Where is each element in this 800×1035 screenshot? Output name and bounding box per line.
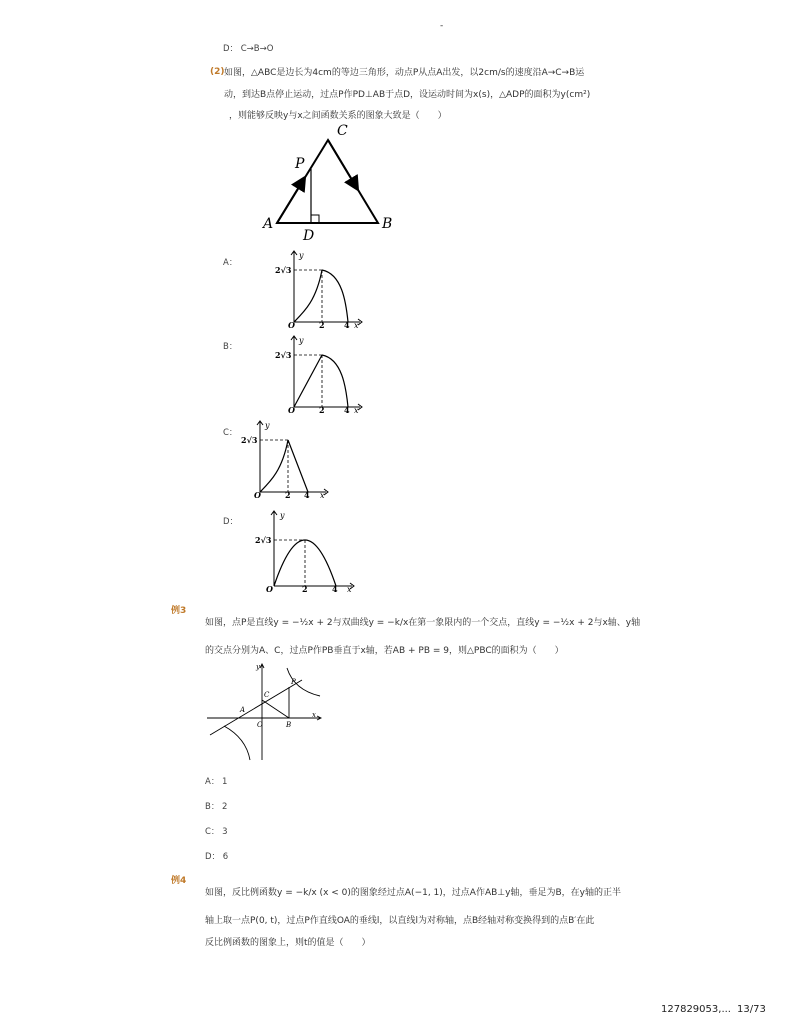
svg-text:4: 4 bbox=[344, 320, 350, 330]
example-4-line2: 轴上取一点P(0, t)，过点P作直线OA的垂线l，以直线l为对称轴，点B经轴对称变换得到的点B′在此 bbox=[205, 916, 595, 926]
document-id: 127829053,... bbox=[661, 1004, 731, 1015]
svg-text:y: y bbox=[299, 336, 304, 345]
svg-text:x: x bbox=[354, 321, 359, 330]
svg-text:x: x bbox=[354, 406, 359, 415]
svg-text:B: B bbox=[286, 721, 292, 729]
top-mark: - bbox=[440, 21, 444, 31]
question-text-line3: ，则能够反映y与x之间函数关系的图象大致是（ ） bbox=[229, 111, 447, 121]
svg-text:4: 4 bbox=[332, 584, 338, 594]
svg-text:4: 4 bbox=[344, 405, 350, 415]
ex3-option-b[interactable]: B： 2 bbox=[205, 802, 228, 812]
example-4-line3: 反比例函数的图象上，则t的值是（ ） bbox=[205, 938, 371, 948]
svg-text:2: 2 bbox=[319, 320, 325, 330]
label-b: B bbox=[382, 216, 393, 232]
svg-text:P: P bbox=[291, 678, 296, 686]
option-b-label[interactable]: B： bbox=[223, 342, 238, 352]
label-d: D bbox=[303, 228, 315, 244]
option-a-label[interactable]: A： bbox=[223, 258, 238, 268]
svg-text:x: x bbox=[347, 585, 352, 594]
example-3-line2: 的交点分别为A、C，过点P作PB垂直于x轴，若AB + PB = 9，则△PBC的面积为（ ） bbox=[205, 646, 564, 656]
svg-text:y: y bbox=[256, 663, 260, 671]
svg-text:4: 4 bbox=[304, 490, 310, 500]
label-a: A bbox=[263, 216, 274, 232]
svg-text:O: O bbox=[288, 320, 295, 330]
question-text-line1: 如图，△ABC是边长为4cm的等边三角形，动点P从点A出发，以2cm/s的速度沿A→C→B运 bbox=[224, 68, 585, 78]
ex3-option-c[interactable]: C： 3 bbox=[205, 827, 228, 837]
label-c: C bbox=[337, 123, 348, 139]
svg-text:x: x bbox=[312, 711, 316, 719]
example-3-tag: 例3 bbox=[171, 606, 187, 616]
svg-text:2√3: 2√3 bbox=[255, 535, 272, 545]
svg-text:2: 2 bbox=[302, 584, 308, 594]
svg-text:O: O bbox=[266, 584, 273, 594]
ex3-option-a[interactable]: A： 1 bbox=[205, 777, 228, 787]
option-c-label[interactable]: C： bbox=[223, 428, 238, 438]
svg-text:2√3: 2√3 bbox=[275, 265, 292, 275]
svg-text:y: y bbox=[299, 251, 304, 260]
svg-text:O: O bbox=[288, 405, 295, 415]
option-d-graph bbox=[252, 506, 362, 594]
option-d-label[interactable]: D： bbox=[223, 517, 239, 527]
label-p: P bbox=[295, 156, 305, 172]
svg-text:2: 2 bbox=[319, 405, 325, 415]
svg-text:O: O bbox=[254, 490, 261, 500]
svg-text:2: 2 bbox=[285, 490, 291, 500]
example-4-line1: 如图，反比例函数y = −k/x (x < 0)的图象经过点A(−1, 1)，过点A作AB⊥y轴，垂足为B，在y轴的正半 bbox=[205, 888, 621, 898]
prev-option-d: D： C→B→O bbox=[223, 44, 274, 54]
svg-text:2√3: 2√3 bbox=[275, 350, 292, 360]
question-number: (2) bbox=[210, 67, 225, 77]
example-3-figure bbox=[202, 660, 327, 765]
svg-text:x: x bbox=[320, 491, 325, 500]
svg-text:C: C bbox=[264, 691, 270, 699]
page-indicator: 13/73 bbox=[737, 1004, 766, 1015]
svg-text:A: A bbox=[240, 706, 246, 714]
ex3-option-d[interactable]: D： 6 bbox=[205, 852, 229, 862]
svg-text:y: y bbox=[265, 421, 270, 430]
triangle-figure bbox=[255, 120, 405, 245]
svg-text:y: y bbox=[280, 511, 285, 520]
option-c-graph bbox=[238, 416, 333, 500]
triangle-abc bbox=[277, 140, 378, 223]
example-3-line1: 如图，点P是直线y = −½x + 2与双曲线y = −k/x在第一象限内的一个交点，直线y = −½x + 2与x轴、y轴 bbox=[205, 618, 641, 628]
svg-text:2√3: 2√3 bbox=[241, 435, 258, 445]
example-4-tag: 例4 bbox=[171, 876, 187, 886]
option-b-graph bbox=[272, 331, 367, 415]
svg-text:O: O bbox=[257, 721, 263, 729]
option-a-graph bbox=[272, 246, 367, 330]
question-text-line2: 动，到达B点停止运动，过点P作PD⊥AB于点D，设运动时间为x(s)，△ADP的面积为y(cm²) bbox=[224, 90, 591, 100]
